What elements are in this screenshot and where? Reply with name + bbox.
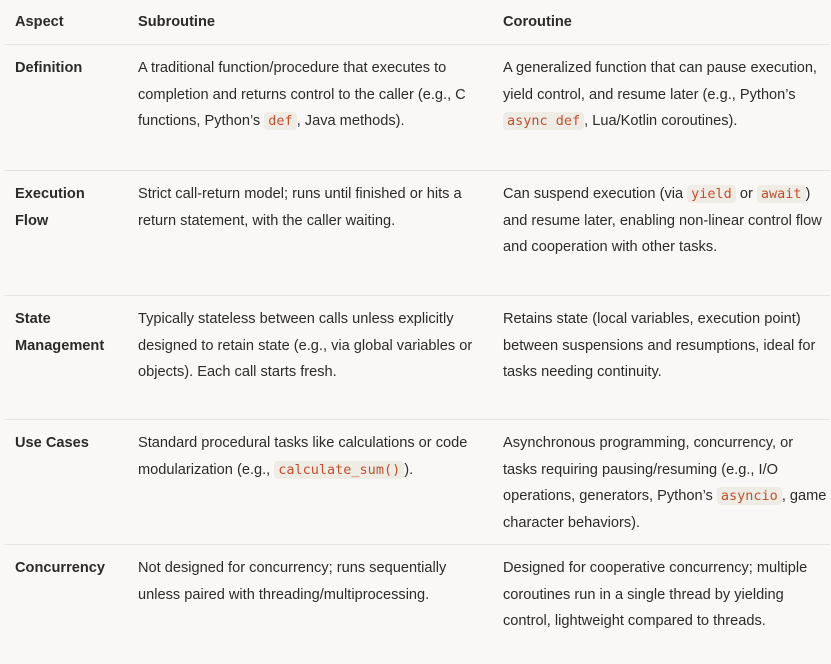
cell-text: or [735,186,757,202]
subroutine-cell [127,45,492,170]
header-subroutine: Subroutine [138,14,216,30]
aspect-cell: Definition [15,60,83,76]
code-snippet: asyncio [717,487,782,505]
coroutine-cell [492,45,830,170]
coroutine-cell [492,420,830,544]
cell-text: , Lua/Kotlin coroutines). [584,113,738,129]
subroutine-cell [127,420,492,544]
table-row [4,171,830,296]
code-snippet: calculate_sum() [274,461,404,479]
subroutine-cell: Not designed for concurrency; runs sequentially unless paired with threading/multiprocessing. [138,560,447,603]
cell-text: Standard procedural tasks like calculations or code modularization (e.g., [138,435,468,478]
code-snippet: yield [687,185,736,203]
cell-text: , game character behaviors). [503,488,827,531]
subroutine-cell: Strict call-return model; runs until finished or hits a return statement, with the caller waiting. [138,186,462,229]
cell-text: , Java methods). [296,113,405,129]
cell-text: A generalized function that can pause execution, yield control, and resume later (e.g., Python’s [503,60,817,103]
aspect-cell: State Management [15,311,105,354]
table-row [4,296,830,420]
aspect-cell: Execution Flow [15,186,85,229]
table-row [4,45,830,171]
subroutine-cell: Typically stateless between calls unless explicitly designed to retain state (e.g., via global variables or objects). Each call starts fresh. [138,311,473,380]
table-row [4,545,830,664]
aspect-cell: Use Cases [15,435,89,451]
code-snippet: def [264,112,296,130]
code-snippet: await [757,185,806,203]
code-snippet: async def [503,112,584,130]
cell-text: Can suspend execution (via [503,186,688,202]
coroutine-cell [492,171,830,295]
header-coroutine: Coroutine [503,14,572,30]
comparison-table [4,0,830,664]
coroutine-cell: Retains state (local variables, execution point) between suspensions and resumptions, ideal for tasks needing continuity. [503,311,816,380]
cell-text: ). [404,461,414,478]
header-aspect: Aspect [15,14,64,30]
coroutine-cell: Designed for cooperative concurrency; multiple coroutines run in a single thread by yielding control, lightweight compared to threads. [503,560,808,629]
cell-text: Asynchronous programming, concurrency, or tasks requiring pausing/resuming (e.g., I/O operations, generators, Python’s [503,435,794,504]
cell-text: ) and resume later, enabling non-linear control flow and cooperation with other tasks. [503,186,822,255]
cell-text: A traditional function/procedure that executes to completion and returns control to the caller (e.g., C functions, Python’s [138,60,466,129]
table-header-row [4,0,830,45]
table-row [4,420,830,545]
aspect-cell: Concurrency [15,560,106,576]
